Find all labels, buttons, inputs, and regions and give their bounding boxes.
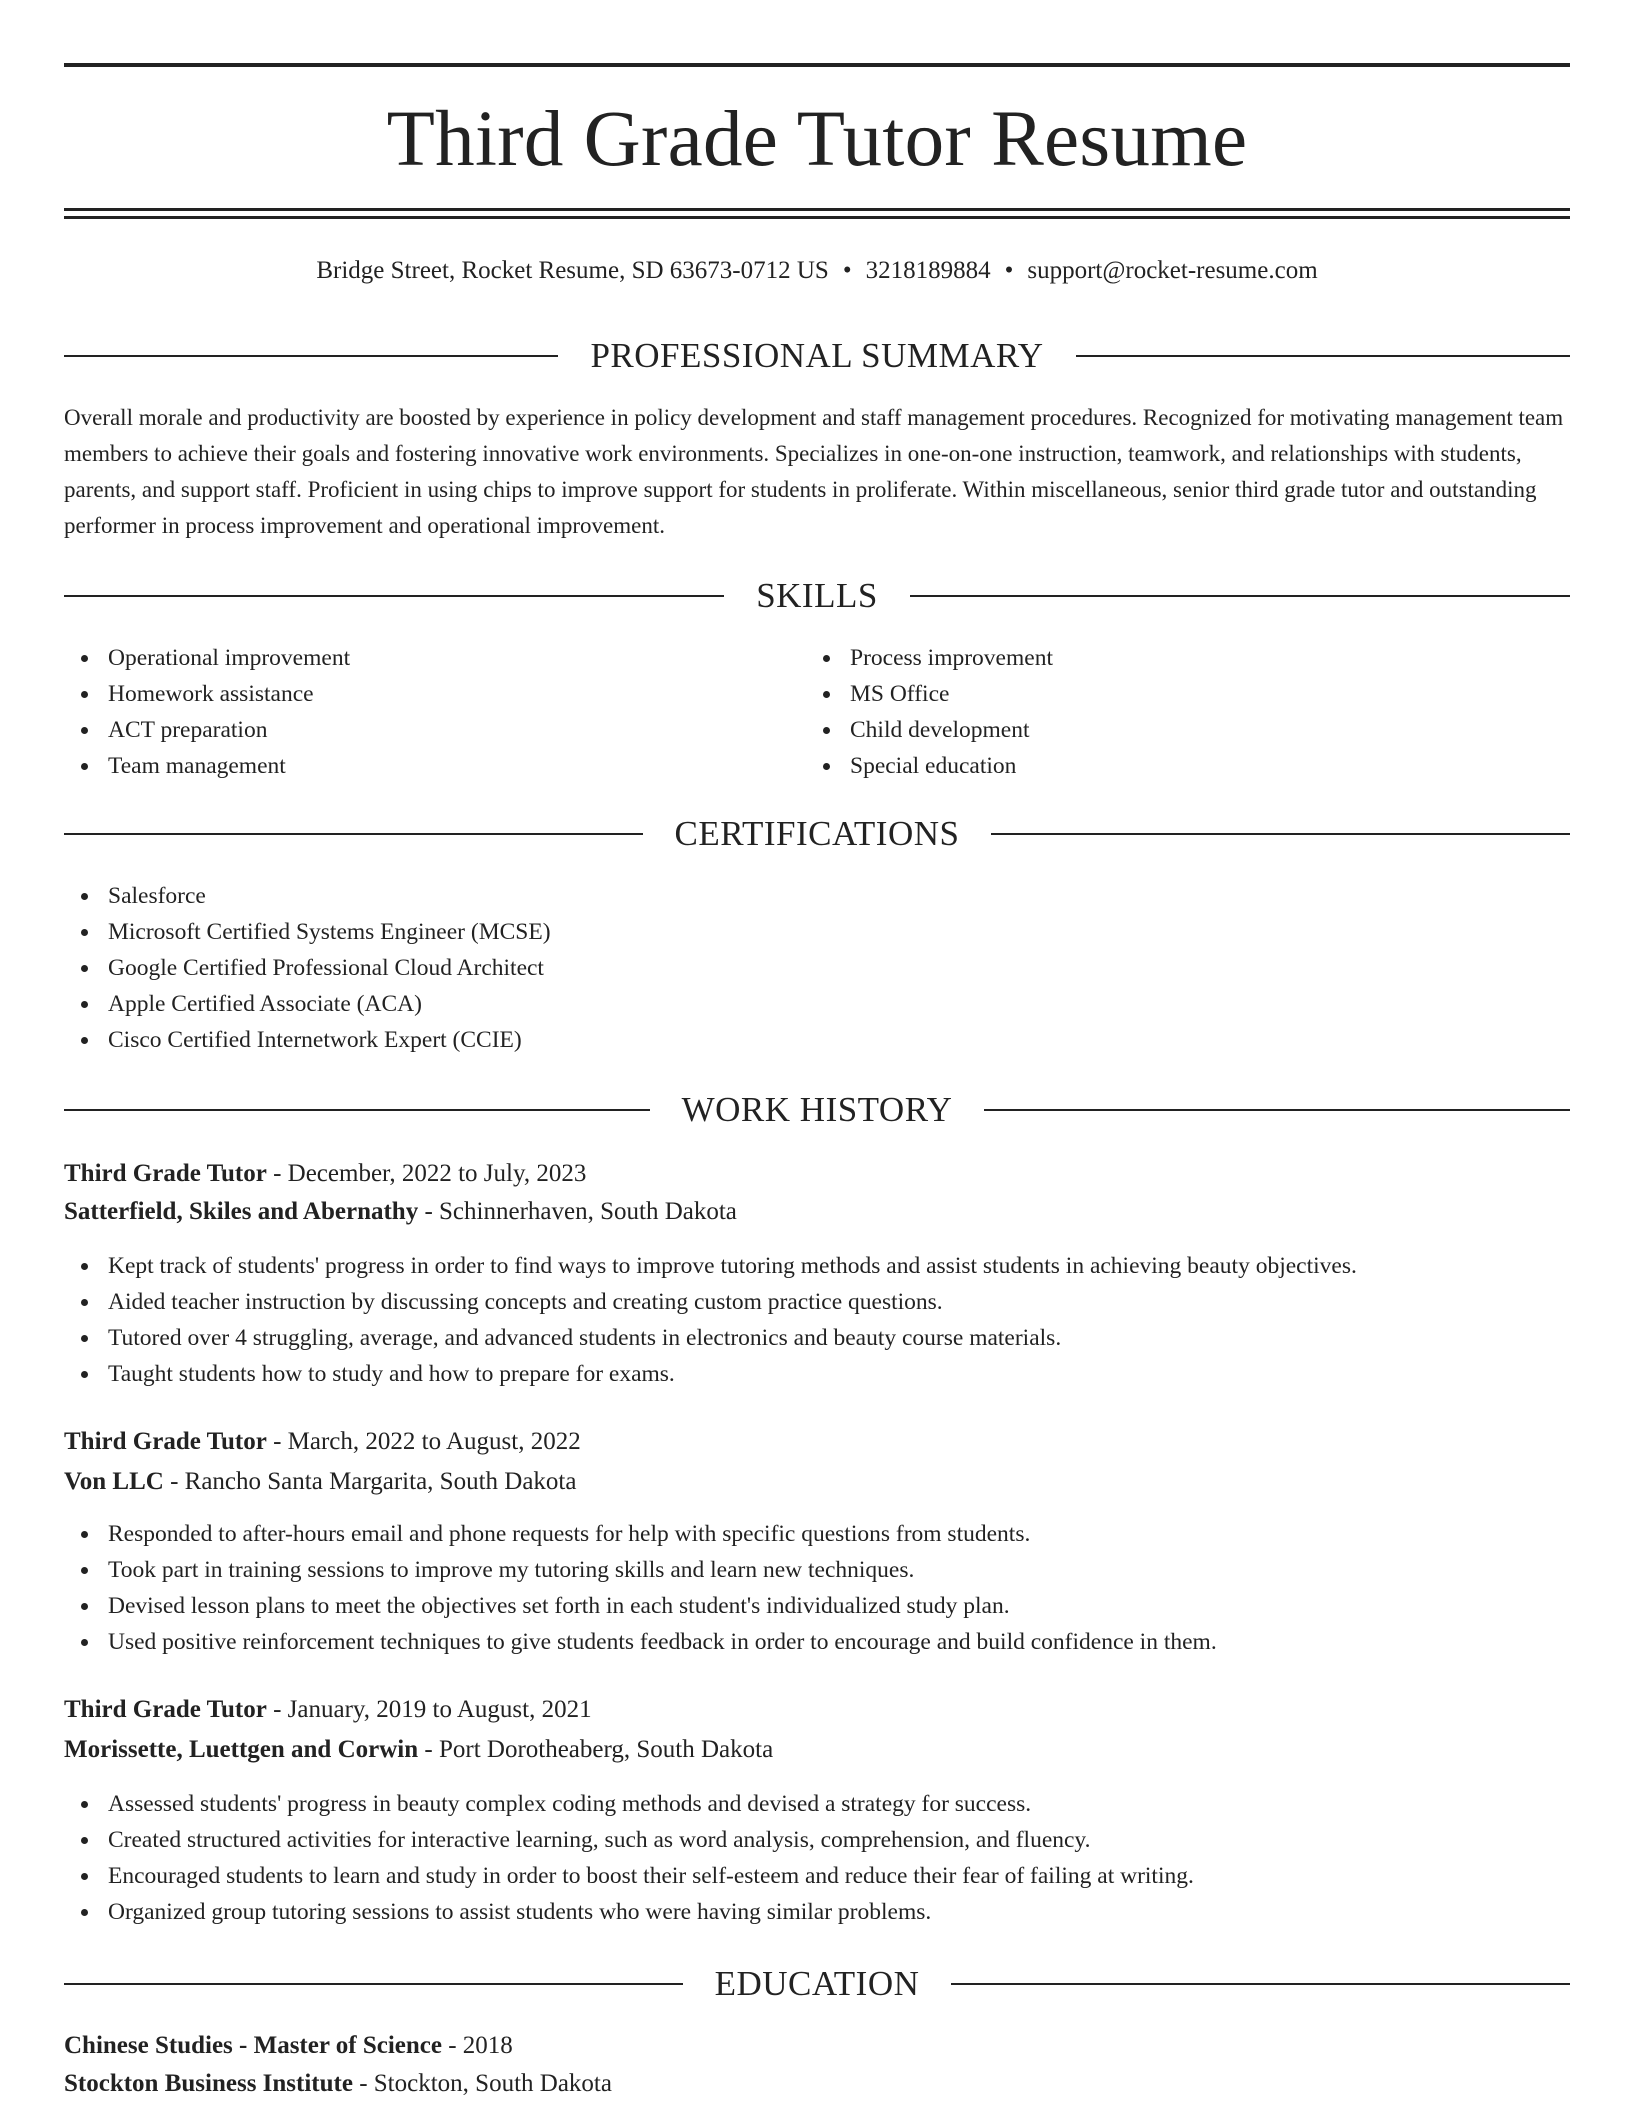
job-bullet: Took part in training sessions to improve my tutoring skills and learn new techniques. (64, 1552, 1217, 1588)
education-year: - 2018 (441, 2032, 513, 2059)
certification-item: Apple Certified Associate (ACA) (64, 986, 551, 1022)
job-bullets (64, 1786, 1194, 1930)
job-company: Satterfield, Skiles and Abernathy (64, 1198, 419, 1225)
job-title-line (64, 1424, 1570, 1460)
education-degree-line (64, 2028, 1570, 2064)
certification-item: Google Certified Professional Cloud Architect (64, 950, 551, 986)
job-bullet: Devised lesson plans to meet the objectives set forth in each student's individualized study plan. (64, 1588, 1217, 1624)
job-dates: - January, 2019 to August, 2021 (266, 1696, 592, 1723)
job-bullet: Used positive reinforcement techniques to give students feedback in order to encourage and build confidence in them. (64, 1624, 1217, 1660)
heading-rule (991, 833, 1570, 835)
skill-item: Child development (806, 712, 1053, 748)
job-dates: - December, 2022 to July, 2023 (266, 1160, 587, 1187)
job-bullets (64, 1516, 1217, 1660)
contact-separator: • (842, 257, 852, 284)
job-title: Third Grade Tutor (64, 1160, 267, 1187)
top-rule (64, 63, 1570, 67)
job-title-line (64, 1692, 1570, 1728)
skill-item: Operational improvement (64, 640, 350, 676)
heading-rule (64, 595, 724, 597)
section-heading-work-history (64, 1088, 1570, 1132)
job-bullet: Created structured activities for interactive learning, such as word analysis, comprehension, and fluency. (64, 1822, 1194, 1858)
job-title: Third Grade Tutor (64, 1428, 267, 1455)
education-school: Stockton Business Institute (64, 2070, 353, 2097)
job-location: - Port Dorotheaberg, South Dakota (418, 1736, 774, 1763)
certification-item: Microsoft Certified Systems Engineer (MCSE) (64, 914, 551, 950)
heading-rule (984, 1109, 1570, 1111)
education-location: - Stockton, South Dakota (352, 2070, 612, 2097)
education-degree: Chinese Studies - Master of Science (64, 2032, 442, 2059)
section-heading-education (64, 1962, 1570, 2006)
job-bullet: Kept track of students' progress in order to find ways to improve tutoring methods and assist students in achieving beauty objectives. (64, 1248, 1357, 1284)
job-bullet: Tutored over 4 struggling, average, and advanced students in electronics and beauty course materials. (64, 1320, 1357, 1356)
section-title: EDUCATION (714, 1964, 920, 2003)
heading-rule (64, 1983, 683, 1985)
job-bullet: Encouraged students to learn and study in order to boost their self-esteem and reduce their fear of failing at writing. (64, 1858, 1194, 1894)
section-title: PROFESSIONAL SUMMARY (590, 336, 1044, 375)
job-company: Von LLC (64, 1468, 164, 1495)
contact-phone: 3218189884 (865, 257, 991, 284)
title-rule-upper (64, 208, 1570, 211)
job-dates: - March, 2022 to August, 2022 (266, 1428, 581, 1455)
skill-item: Team management (64, 748, 350, 784)
certification-item: Cisco Certified Internetwork Expert (CCIE) (64, 1022, 551, 1058)
certifications-list (64, 878, 551, 1058)
contact-address: Bridge Street, Rocket Resume, SD 63673-0712 US (316, 257, 829, 284)
skills-list-left (64, 640, 350, 784)
section-heading-certifications (64, 812, 1570, 856)
title-rule-lower (64, 216, 1570, 219)
resume-page (64, 0, 1570, 2112)
contact-separator: • (1004, 257, 1014, 284)
job-bullet: Aided teacher instruction by discussing concepts and creating custom practice questions. (64, 1284, 1357, 1320)
job-title-line (64, 1156, 1570, 1192)
job-company-line (64, 1194, 1570, 1230)
heading-rule (64, 833, 643, 835)
job-bullet: Organized group tutoring sessions to assist students who were having similar problems. (64, 1894, 1194, 1930)
heading-rule (910, 595, 1570, 597)
job-company: Morissette, Luettgen and Corwin (64, 1736, 419, 1763)
heading-rule (1076, 355, 1570, 357)
skill-item: ACT preparation (64, 712, 350, 748)
job-bullets (64, 1248, 1357, 1392)
certification-item: Salesforce (64, 878, 551, 914)
resume-title: Third Grade Tutor Resume (386, 96, 1248, 183)
job-location: - Schinnerhaven, South Dakota (418, 1198, 737, 1225)
skill-item: Homework assistance (64, 676, 350, 712)
job-company-line (64, 1732, 1570, 1768)
section-title: CERTIFICATIONS (674, 814, 960, 853)
skill-item: Process improvement (806, 640, 1053, 676)
job-company-line (64, 1464, 1570, 1500)
contact-line (64, 254, 1570, 288)
job-bullet: Responded to after-hours email and phone requests for help with specific questions from students. (64, 1516, 1217, 1552)
job-bullet: Taught students how to study and how to prepare for exams. (64, 1356, 1357, 1392)
summary-text: Overall morale and productivity are boosted by experience in policy development and staff management procedures. Recognized for motivating management team members to achieve their goals and fostering innovative work environments. Specializes in one-on-one instruction, teamwork, and relationships with students, parents, and support staff. Proficient in using chips to improve support for students in proliferate. Within miscellaneous, senior third grade tutor and outstanding performer in process improvement and operational improvement. (64, 405, 1564, 538)
job-title: Third Grade Tutor (64, 1696, 267, 1723)
heading-rule (951, 1983, 1570, 1985)
section-title: SKILLS (756, 576, 878, 615)
section-title: WORK HISTORY (681, 1090, 953, 1129)
job-bullet: Assessed students' progress in beauty complex coding methods and devised a strategy for success. (64, 1786, 1194, 1822)
job-location: - Rancho Santa Margarita, South Dakota (163, 1468, 577, 1495)
heading-rule (64, 355, 558, 357)
section-heading-skills (64, 574, 1570, 618)
heading-rule (64, 1109, 650, 1111)
skills-list-right (806, 640, 1053, 784)
skill-item: MS Office (806, 676, 1053, 712)
skill-item: Special education (806, 748, 1053, 784)
education-school-line (64, 2066, 1570, 2102)
contact-email: support@rocket-resume.com (1027, 257, 1318, 284)
section-heading-summary (64, 334, 1570, 378)
